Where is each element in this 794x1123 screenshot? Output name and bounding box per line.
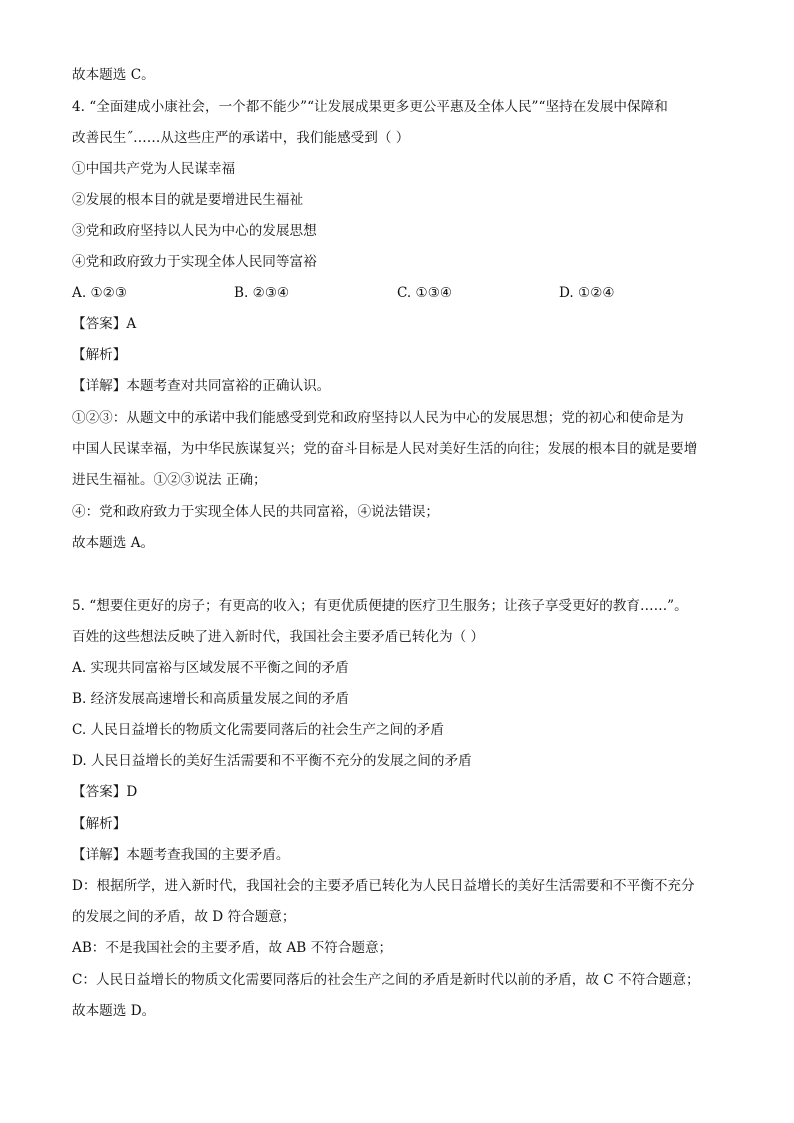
q4-statement-1: ①中国共产党为人民谋幸福 [72,161,236,177]
q4-explanation-line4: ④：党和政府致力于实现全体人民的共同富裕，④说法错误； [72,504,440,520]
previous-answer-conclusion: 故本题选 C。 [72,67,155,83]
q5-option-b: B. 经济发展高速增长和高质量发展之间的矛盾 [72,691,349,707]
q5-answer-label: 【答案】 [72,784,127,800]
q5-detail-text: 本题考查我国的主要矛盾。 [126,847,290,863]
q4-detail-label: 【详解】 [72,378,127,394]
q4-detail [72,376,330,396]
q4-statement-2: ②发展的根本目的就是要增进民生福祉 [72,192,304,208]
q4-answer-value: A [126,316,137,332]
q5-answer [72,782,137,802]
q4-option-b: B. ②③④ [234,285,290,301]
q5-analysis-label: 【解析】 [72,816,127,832]
q4-option-c: C. ①③④ [397,285,453,301]
q5-stem-line1: 5. “想要住更好的房子；有更高的收入；有更优质便捷的医疗卫生服务；让孩子享受更好的教育……”。 [72,598,688,614]
q4-explanation-line2: 中国人民谋幸福，为中华民族谋复兴；党的奋斗目标是人民对美好生活的向往；发展的根本目的就是要增 [72,441,698,457]
q5-explanation-line3: AB：不是我国社会的主要矛盾，故 AB 不符合题意； [72,940,393,956]
q4-explanation-line1: ①②③：从题文中的承诺中我们能感受到党和政府坚持以人民为中心的发展思想；党的初心和使命是为 [72,410,684,426]
q4-statement-3: ③党和政府坚持以人民为中心的发展思想 [72,223,317,239]
q4-stem-line2: 改善民生˝……从这些庄严的承诺中，我们能感受到（ ） [72,130,410,146]
q5-option-d: D. 人民日益增长的美好生活需要和不平衡不充分的发展之间的矛盾 [72,753,472,769]
q4-statement-4: ④党和政府致力于实现全体人民同等富裕 [72,254,317,270]
q5-explanation-line1: D：根据所学，进入新时代，我国社会的主要矛盾已转化为人民日益增长的美好生活需要和不平衡不充分 [72,878,695,894]
q5-explanation-line4: C：人民日益增长的物质文化需要同落后的社会生产之间的矛盾是新时代以前的矛盾，故 C 不符合题意； [72,972,700,988]
q4-conclusion: 故本题选 A。 [72,535,155,551]
q4-answer [72,314,136,334]
q4-answer-label: 【答案】 [72,316,127,332]
q5-detail-label: 【详解】 [72,847,127,863]
q4-explanation-line3: 进民生福祉。①②③说法 正确； [72,472,267,488]
q5-conclusion: 故本题选 D。 [72,1003,156,1019]
q5-option-a: A. 实现共同富裕与区域发展不平衡之间的矛盾 [72,660,349,676]
q5-stem-line2: 百姓的这些想法反映了进入新时代，我国社会主要矛盾已转化为（ ） [72,629,485,645]
q4-options [72,283,732,303]
q5-answer-value: D [126,784,138,800]
q4-option-a: A. ①②③ [72,285,128,301]
q4-stem-line1: 4. “全面建成小康社会，一个都不能少”“让发展成果更多更公平惠及全体人民”“坚持在发展中保障和 [72,99,668,115]
q5-detail [72,845,290,865]
q4-option-d: D. ①②④ [559,285,615,301]
q4-detail-text: 本题考查对共同富裕的正确认识。 [126,378,331,394]
q4-analysis-label: 【解析】 [72,347,127,363]
q5-option-c: C. 人民日益增长的物质文化需要同落后的社会生产之间的矛盾 [72,722,444,738]
q5-explanation-line2: 的发展之间的矛盾，故 D 符合题意； [72,909,296,925]
